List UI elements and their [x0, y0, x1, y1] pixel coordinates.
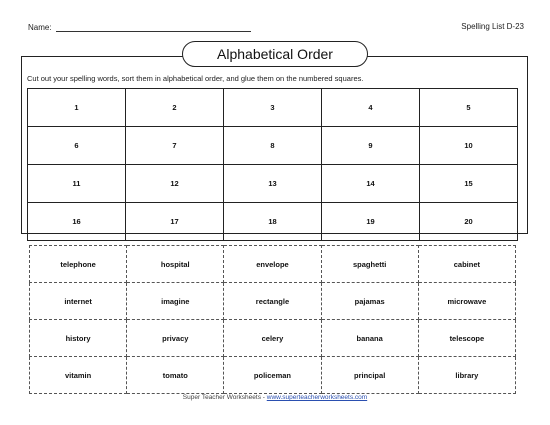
numbered-square: 18	[224, 203, 322, 241]
word-card[interactable]: imagine	[127, 283, 224, 320]
word-card[interactable]: cabinet	[418, 246, 515, 283]
name-field	[28, 22, 251, 32]
word-card[interactable]: hospital	[127, 246, 224, 283]
name-label: Name:	[28, 23, 52, 32]
numbered-square: 15	[420, 165, 518, 203]
word-card[interactable]: history	[30, 320, 127, 357]
numbered-square: 20	[420, 203, 518, 241]
numbered-square: 13	[224, 165, 322, 203]
numbered-squares-grid	[27, 88, 518, 241]
numbered-square: 17	[126, 203, 224, 241]
word-card[interactable]: library	[418, 357, 515, 394]
numbered-square: 8	[224, 127, 322, 165]
spelling-list-id: Spelling List D-23	[461, 22, 524, 31]
numbered-square: 1	[28, 89, 126, 127]
numbered-square: 19	[322, 203, 420, 241]
footer-credit: Super Teacher Worksheets -	[182, 394, 267, 401]
numbered-square: 11	[28, 165, 126, 203]
numbered-square: 4	[322, 89, 420, 127]
word-card[interactable]: banana	[321, 320, 418, 357]
numbered-square: 2	[126, 89, 224, 127]
numbered-square: 3	[224, 89, 322, 127]
worksheet-header	[28, 20, 524, 34]
word-card[interactable]: envelope	[224, 246, 321, 283]
numbered-square: 14	[322, 165, 420, 203]
word-card[interactable]: microwave	[418, 283, 515, 320]
worksheet-title-text: Alphabetical Order	[217, 46, 333, 62]
table-row	[28, 203, 518, 241]
word-card[interactable]: principal	[321, 357, 418, 394]
word-card[interactable]: telephone	[30, 246, 127, 283]
footer	[0, 394, 550, 401]
worksheet-title	[182, 41, 368, 67]
word-card[interactable]: telescope	[418, 320, 515, 357]
numbered-square: 7	[126, 127, 224, 165]
word-card[interactable]: rectangle	[224, 283, 321, 320]
footer-website-link[interactable]: www.superteacherworksheets.com	[266, 394, 368, 401]
word-cutout-grid	[29, 245, 516, 394]
table-row	[30, 320, 516, 357]
word-card[interactable]: vitamin	[30, 357, 127, 394]
numbered-square: 12	[126, 165, 224, 203]
table-row	[28, 165, 518, 203]
numbered-square: 10	[420, 127, 518, 165]
numbered-square: 9	[322, 127, 420, 165]
table-row	[30, 357, 516, 394]
name-write-line	[56, 22, 251, 32]
word-card[interactable]: pajamas	[321, 283, 418, 320]
table-row	[30, 246, 516, 283]
table-row	[28, 89, 518, 127]
numbered-square: 5	[420, 89, 518, 127]
word-card[interactable]: internet	[30, 283, 127, 320]
word-card[interactable]: spaghetti	[321, 246, 418, 283]
word-card[interactable]: privacy	[127, 320, 224, 357]
word-card[interactable]: tomato	[127, 357, 224, 394]
word-card[interactable]: celery	[224, 320, 321, 357]
numbered-square: 6	[28, 127, 126, 165]
table-row	[28, 127, 518, 165]
table-row	[30, 283, 516, 320]
numbered-square: 16	[28, 203, 126, 241]
word-card[interactable]: policeman	[224, 357, 321, 394]
instructions: Cut out your spelling words, sort them in alphabetical order, and glue them on the numbered squares.	[27, 74, 364, 83]
